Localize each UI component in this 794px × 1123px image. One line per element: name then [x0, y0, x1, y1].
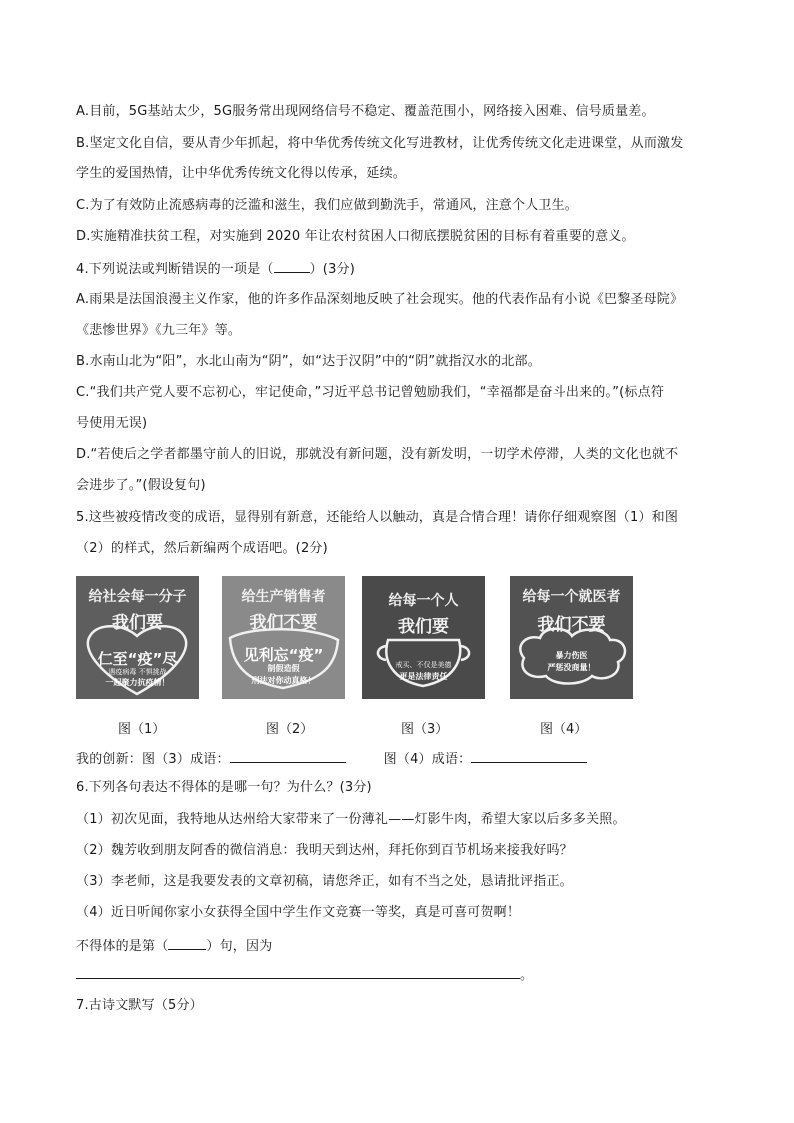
q3-option-a: A.目前，5G基站太少，5G服务常出现网络信号不稳定、覆盖范围小，网络接入困难、信号质量差。	[76, 104, 655, 119]
figure-4-poster	[510, 576, 633, 699]
q6-sentence-3: （3）李老师，这是我要发表的文章初稿，请您斧正，如有不当之处，恳请批评指正。	[76, 874, 573, 889]
figure-2-main-text: 我们不要	[249, 613, 318, 633]
figure-4-note2: 严惩没商量！	[547, 663, 596, 672]
figure-3-poster	[362, 576, 485, 699]
figure-4-idiom-blank[interactable]	[471, 750, 587, 763]
q4-option-c-line2: 号使用无误)	[76, 416, 148, 431]
q3-option-d: D.实施精准扶贫工程，对实施到 2020 年让农村贫困人口彻底摆脱贫困的目标有着重要的意义。	[76, 229, 635, 244]
figure-3-top-text: 给每一个人	[388, 593, 459, 609]
figure-2-top-text: 给生产销售者	[241, 589, 326, 605]
q4-option-b: B.水南山北为“阳”，水北山南为“阴”，如“达于汉阴”中的“阴”就指汉水的北部。	[76, 354, 541, 369]
figure-3-note2: 更是法律责任	[399, 672, 448, 681]
figure-1-caption: 图（1）	[118, 722, 166, 737]
q6-reason-line	[76, 966, 533, 984]
q6-sentence-4: （4）近日听闻你家小女获得全国中学生作文竞赛一等奖，真是可喜可贺啊！	[76, 905, 521, 920]
q3-option-b-line2: 学生的爱国热情，让中华优秀传统文化得以传承，延续。	[76, 166, 407, 181]
figure-3-idiom-blank[interactable]	[230, 750, 346, 763]
figure-4-note1: 暴力伤医	[555, 651, 588, 660]
q4-option-c-line1: C.“我们共产党人要不忘初心，牢记使命，”习近平总书记曾勉励我们，“幸福都是奋斗出来的。”(标点符	[76, 385, 665, 400]
q3-option-c: C.为了有效防止流感病毒的泛滥和滋生，我们应做到勤洗手，常通风，注意个人卫生。	[76, 198, 579, 213]
q4-option-d-line1: D.“若使后之学者都墨守前人的旧说，那就没有新问题，没有新发明，一切学术停滞，人类的文化也就不	[76, 447, 679, 462]
figure-1-note2: 一起聚力抗疫情！	[105, 678, 170, 687]
figure-1-idiom: 仁至“疫”尽	[97, 650, 178, 668]
figure-2-note2: 刑法对你动真格！	[251, 676, 316, 685]
figure-2-poster	[222, 576, 345, 699]
figure-3-note1: 戒买、不仅是美德	[395, 661, 452, 669]
q4-suffix: ）(3分)	[309, 262, 356, 277]
q6-answer-line	[76, 937, 272, 955]
q3-option-b-line1: B.坚定文化自信，要从青少年抓起，将中华优秀传统文化写进教材，让优秀传统文化走进课堂，从而激发	[76, 136, 684, 151]
figure-3-main-text: 我们要	[398, 617, 449, 637]
figure-2-caption: 图（2）	[266, 722, 314, 737]
figure-1-main-text: 我们要	[112, 613, 163, 633]
figure-4-caption: 图（4）	[540, 722, 588, 737]
q6-sentence-number-blank[interactable]	[168, 937, 206, 950]
figure-3-caption: 图（3）	[401, 722, 449, 737]
q6-reason-end: 。	[520, 968, 534, 983]
q7-heading: 7.古诗文默写（5分）	[76, 998, 203, 1013]
figure-1-top-text: 给社会每一分子	[88, 589, 187, 605]
q4-answer-blank[interactable]	[274, 260, 310, 273]
q6-sentence-1: （1）初次见面，我特地从达州给大家带来了一份薄礼——灯影牛肉，希望大家以后多多关照。	[76, 812, 626, 827]
creation-prefix: 我的创新：图（3）成语：	[76, 752, 230, 767]
creation-answer-line	[76, 750, 587, 768]
q5-question-line1: 5.这些被疫情改变的成语，显得别有新意，还能给人以触动，真是合情合理！请你仔细观察图（1）和图	[76, 510, 679, 525]
q4-option-a-line1: A.雨果是法国浪漫主义作家，他的许多作品深刻地反映了社会现实。他的代表作品有小说《巴黎圣母院》	[76, 292, 684, 307]
q5-question-line2: （2）的样式，然后新编两个成语吧。(2分)	[76, 541, 328, 556]
figure-4-main-text: 我们不要	[537, 615, 606, 635]
q4-question	[76, 260, 355, 278]
q4-option-d-line2: 会进步了。”(假设复句)	[76, 478, 206, 493]
q4-option-a-line2: 《悲惨世界》《九三年》等。	[76, 323, 242, 338]
q6-answer-prefix: 不得体的是第（	[76, 939, 169, 954]
cloud-shape-icon	[510, 576, 633, 699]
creation-mid: 图（4）成语：	[383, 752, 472, 767]
q6-question: 6.下列各句表达不得体的是哪一句？为什么？(3分)	[76, 780, 372, 795]
figure-1-note1: 遇疫病毒 不惧挑战	[108, 668, 167, 676]
figure-1-poster	[76, 576, 199, 699]
figure-4-top-text: 给每一个就医者	[522, 589, 621, 605]
figure-2-idiom: 见利忘“疫”	[243, 646, 324, 664]
q4-prefix: 4.下列说法或判断错误的一项是（	[76, 262, 274, 277]
q6-reason-blank[interactable]	[76, 966, 520, 979]
figure-2-note1: 制假造假	[267, 664, 300, 673]
q6-answer-suffix: ）句，因为	[206, 939, 273, 954]
q6-sentence-2: （2）魏芳收到朋友阿香的微信消息：我明天到达州，拜托你到百节机场来接我好吗？	[76, 843, 573, 858]
